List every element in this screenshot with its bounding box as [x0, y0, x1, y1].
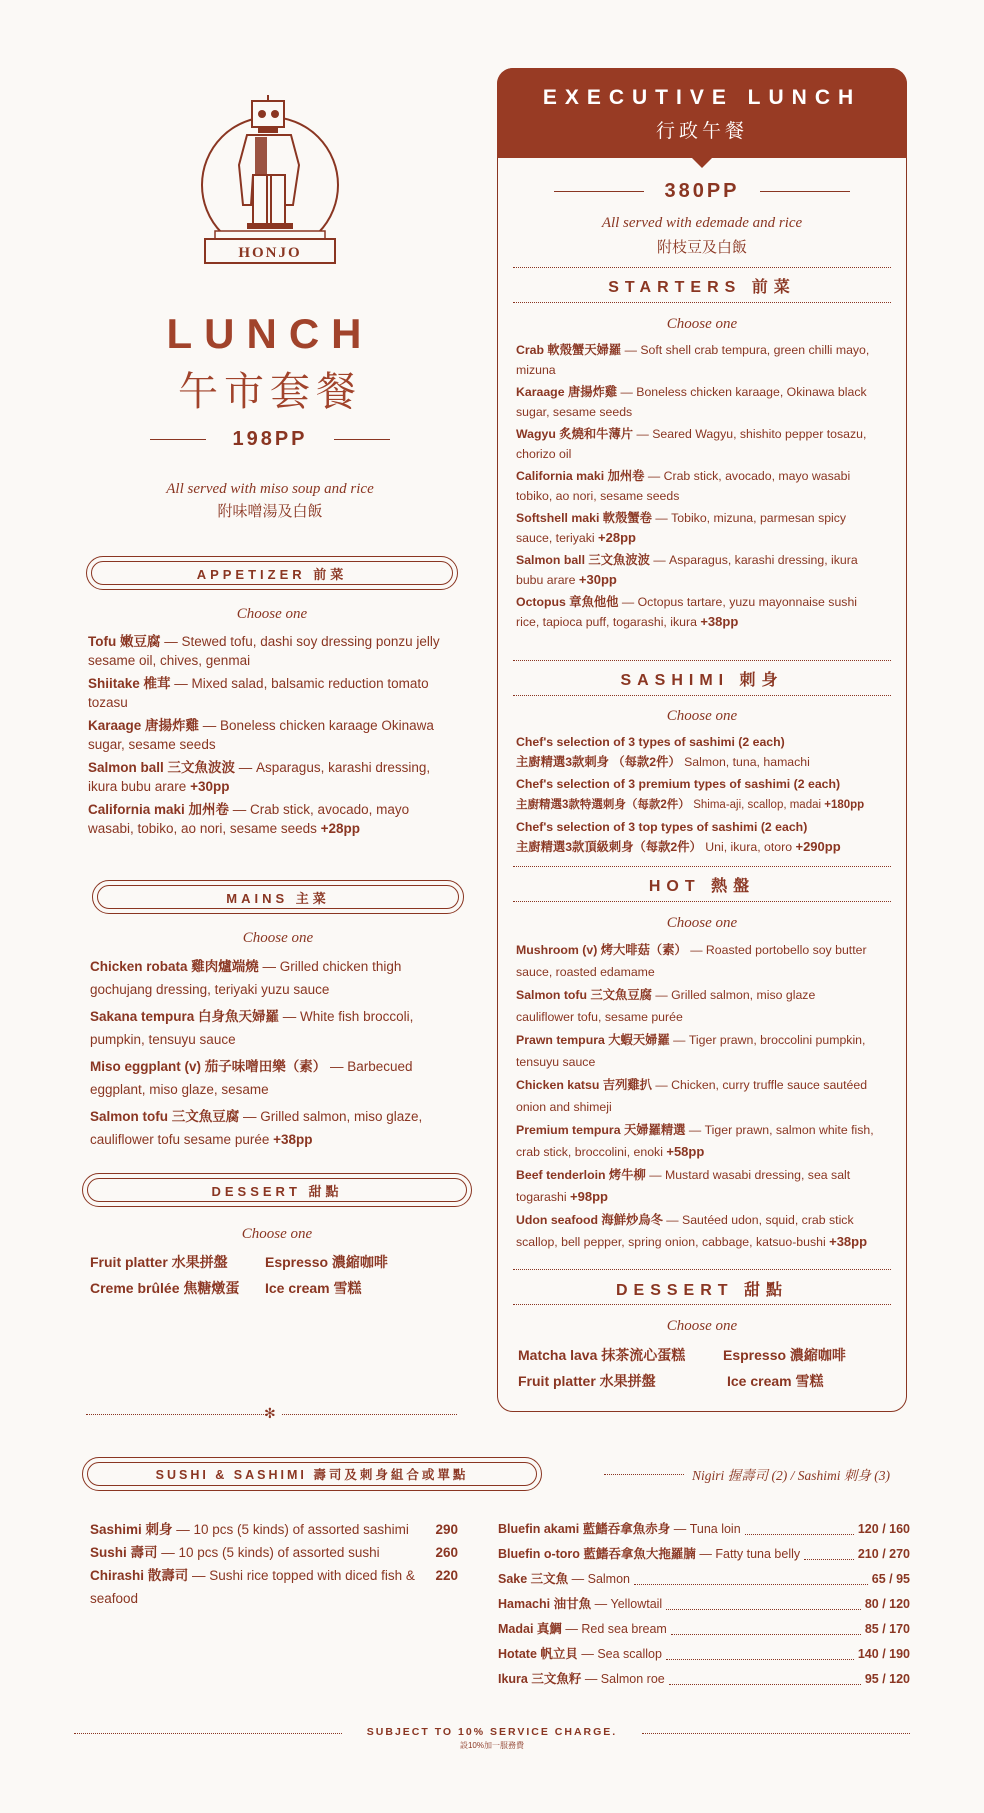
- lunch-title-cn: 午市套餐: [178, 370, 362, 414]
- list-item: Mushroom (v) 烤大啡菇（素） — Roasted portobello soy butter sauce, roasted edamame: [516, 943, 867, 979]
- lunch-note-cn: 附味噌湯及白飯: [217, 503, 323, 520]
- list-item: Espresso 濃縮咖啡: [723, 1347, 846, 1363]
- divider: [513, 866, 891, 867]
- hot-header: HOT 熱盤: [648, 878, 756, 895]
- list-item: Salmon tofu 三文魚豆腐 — Grilled salmon, miso glaze, cauliflower tofu sesame purée +38pp: [90, 1109, 423, 1147]
- ornament-icon: ✻: [264, 1405, 276, 1421]
- list-item: California maki 加州卷 — Crab stick, avocado, mayo wasabi, tobiko, ao nori, sesame seeds +28pp: [88, 802, 410, 836]
- appetizer-choose: Choose one: [236, 606, 308, 622]
- list-item: Sake 三文魚 — Salmon 65 / 95: [498, 1567, 910, 1592]
- list-item: Hotate 帆立貝 — Sea scallop 140 / 190: [498, 1642, 910, 1667]
- sashimi-list: [516, 732, 891, 859]
- executive-title-cn: 行政午餐: [655, 121, 748, 142]
- hot-choose: Choose one: [666, 915, 738, 931]
- executive-header: [497, 68, 907, 158]
- list-item: Bluefin akami 藍鰭吞拿魚赤身 — Tuna loin 120 / 160: [498, 1517, 910, 1542]
- divider: [760, 191, 850, 193]
- list-item: Beef tenderloin 烤牛柳 — Mustard wasabi dressing, sea salt togarashi +98pp: [516, 1168, 851, 1204]
- list-item: Karaage 唐揚炸雞 — Boneless chicken karaage, Okinawa black sugar, sesame seeds: [516, 385, 867, 419]
- list-item: Ikura 三文魚籽 — Salmon roe 95 / 120: [498, 1667, 910, 1692]
- list-item: Octopus 章魚他他 — Octopus tartare, yuzu mayonnaise sushi rice, tapioca puff, togarashi, ikura +38pp: [516, 595, 858, 629]
- divider: [513, 302, 891, 303]
- divider: [604, 1474, 684, 1475]
- exec-dessert-list: [518, 1345, 888, 1391]
- list-item: Salmon tofu 三文魚豆腐 — Grilled salmon, miso glaze cauliflower tofu, sesame purée: [516, 988, 816, 1024]
- divider: [334, 439, 390, 441]
- list-item: Udon seafood 海鮮炒烏冬 — Sautéed udon, squid, crab stick scallop, bell pepper, spring onion, cabbage, katsuo-bushi +38pp: [516, 1213, 868, 1249]
- list-item: Chef's selection of 3 premium types of sashimi (2 each) 主廚精選3款特選刺身（每款2件） Shima-aji, scallop, madai +180pp: [516, 777, 865, 811]
- mains-list: [90, 955, 465, 1155]
- starters-choose: Choose one: [666, 316, 738, 332]
- mains-header: [92, 880, 464, 914]
- service-charge: SUBJECT TO 10% SERVICE CHARGE.: [366, 1726, 618, 1738]
- list-item: Ice cream 雪糕: [265, 1280, 362, 1296]
- list-item: California maki 加州卷 — Crab stick, avocado, mayo wasabi tobiko, ao nori, sesame seeds: [516, 469, 851, 503]
- list-item: Prawn tempura 大蝦天婦羅 — Tiger prawn, broccolini pumpkin, tensuyu sauce: [516, 1033, 866, 1069]
- lunch-price: 198PP: [232, 428, 308, 450]
- list-item: Premium tempura 天婦羅精選 — Tiger prawn, salmon white fish, crab stick, broccolini, enoki +58pp: [516, 1123, 874, 1159]
- divider: [513, 660, 891, 661]
- list-item: Shiitake 椎茸 — Mixed salad, balsamic reduction tomato tozasu: [88, 676, 429, 710]
- list-item: Espresso 濃縮咖啡: [265, 1254, 388, 1270]
- honjo-logo: [195, 95, 345, 270]
- list-item: Salmon ball 三文魚波波 — Asparagus, karashi dressing, ikura bubu arare +30pp: [516, 553, 858, 587]
- list-item: Fruit platter 水果拼盤: [90, 1254, 228, 1270]
- appetizer-list: [88, 632, 448, 842]
- pointer-icon: [690, 156, 714, 168]
- sushi-header: [82, 1457, 542, 1491]
- executive-price: 380PP: [664, 180, 740, 202]
- divider: [86, 1414, 266, 1415]
- list-item: Creme brûlée 焦糖燉蛋: [90, 1280, 240, 1296]
- list-item: Sashimi 刺身 — 10 pcs (5 kinds) of assorted sashimi 290: [90, 1522, 458, 1537]
- divider: [513, 1304, 891, 1305]
- appetizer-header: [86, 556, 458, 590]
- list-item: Karaage 唐揚炸雞 — Boneless chicken karaage Okinawa sugar, sesame seeds: [88, 718, 434, 752]
- list-item: Salmon ball 三文魚波波 — Asparagus, karashi dressing, ikura bubu arare +30pp: [88, 760, 431, 794]
- dessert-list: [90, 1252, 440, 1298]
- service-charge-cn: 設10%加一服務費: [459, 1741, 524, 1750]
- list-item: Softshell maki 軟殼蟹卷 — Tobiko, mizuna, parmesan spicy sauce, teriyaki +28pp: [516, 511, 847, 545]
- lunch-price-line: [130, 428, 410, 451]
- list-item: Sakana tempura 白身魚天婦羅 — White fish broccoli, pumpkin, tensuyu sauce: [90, 1009, 414, 1047]
- divider: [74, 1733, 342, 1734]
- list-item: Chef's selection of 3 top types of sashimi (2 each) 主廚精選3款頂級刺身（每款2件） Uni, ikura, otoro +290pp: [516, 820, 841, 854]
- divider: [513, 267, 891, 268]
- exec-dessert-header: DESSERT 甜點: [615, 1282, 789, 1299]
- list-item: Crab 軟殼蟹天婦羅 — Soft shell crab tempura, green chilli mayo, mizuna: [516, 343, 870, 377]
- list-item: Tofu 嫩豆腐 — Stewed tofu, dashi soy dressing ponzu jelly sesame oil, chives, genmai: [88, 634, 440, 668]
- list-item: Chef's selection of 3 types of sashimi (2 each) 主廚精選3款刺身 （每款2件） Salmon, tuna, hamachi: [516, 735, 810, 769]
- appetizer-header-label: APPETIZER 前菜: [196, 566, 348, 582]
- exec-dessert-choose: Choose one: [666, 1318, 738, 1334]
- list-item: Madai 真鯛 — Red sea bream 85 / 170: [498, 1617, 910, 1642]
- logo-text: HONJO: [238, 245, 302, 261]
- mains-header-label: MAINS 主菜: [226, 890, 330, 906]
- list-item: Hamachi 油甘魚 — Yellowtail 80 / 120: [498, 1592, 910, 1617]
- executive-price-line: [520, 180, 884, 203]
- executive-title: EXECUTIVE LUNCH: [542, 86, 862, 109]
- list-item: Wagyu 炙燒和牛薄片 — Seared Wagyu, shishito pepper tosazu, chorizo oil: [516, 427, 867, 461]
- lunch-title: LUNCH: [166, 310, 374, 357]
- mains-choose: Choose one: [242, 930, 314, 946]
- sushi-sets: [90, 1518, 458, 1610]
- divider: [513, 695, 891, 696]
- divider: [642, 1733, 910, 1734]
- executive-note: All served with edemade and rice: [601, 215, 803, 231]
- list-item: Chicken robata 雞肉爐端燒 — Grilled chicken thigh gochujang dressing, teriyaki yuzu sauce: [90, 959, 402, 997]
- divider: [150, 439, 206, 441]
- lunch-note: All served with miso soup and rice: [166, 481, 374, 497]
- list-item: Bluefin o-toro 藍鰭吞拿魚大拖羅腩 — Fatty tuna belly 210 / 270: [498, 1542, 910, 1567]
- dessert-header-label: DESSERT 甜點: [211, 1183, 343, 1199]
- dessert-choose: Choose one: [241, 1226, 313, 1242]
- dessert-header: [82, 1173, 472, 1207]
- starters-header: STARTERS 前菜: [608, 279, 796, 296]
- sashimi-header: SASHIMI 刺身: [620, 672, 784, 689]
- divider: [513, 1269, 891, 1270]
- sashimi-choose: Choose one: [666, 708, 738, 724]
- executive-note-cn: 附枝豆及白飯: [656, 239, 747, 256]
- divider: [513, 901, 891, 902]
- divider: [554, 191, 644, 193]
- sushi-a-la-carte: [498, 1517, 910, 1692]
- divider: [282, 1414, 457, 1415]
- list-item: Chirashi 散壽司 — Sushi rice topped with diced fish & seafood 220: [90, 1568, 458, 1606]
- list-item: Miso eggplant (v) 茄子味噌田樂（素） — Barbecued eggplant, miso glaze, sesame: [90, 1059, 413, 1097]
- sushi-header-label: SUSHI & SASHIMI 壽司及刺身組合或單點: [155, 1468, 469, 1482]
- hot-list: [516, 940, 876, 1255]
- starters-list: [516, 340, 881, 634]
- list-item: Chicken katsu 吉列雞扒 — Chicken, curry truffle sauce sautéed onion and shimeji: [516, 1078, 868, 1114]
- sushi-legend: Nigiri 握壽司 (2) / Sashimi 刺身 (3): [692, 1468, 890, 1483]
- list-item: Fruit platter 水果拼盤: [518, 1373, 656, 1389]
- list-item: Matcha lava 抹茶流心蛋糕: [518, 1347, 686, 1363]
- list-item: Sushi 壽司 — 10 pcs (5 kinds) of assorted sushi 260: [90, 1545, 458, 1560]
- list-item: Ice cream 雪糕: [727, 1373, 824, 1389]
